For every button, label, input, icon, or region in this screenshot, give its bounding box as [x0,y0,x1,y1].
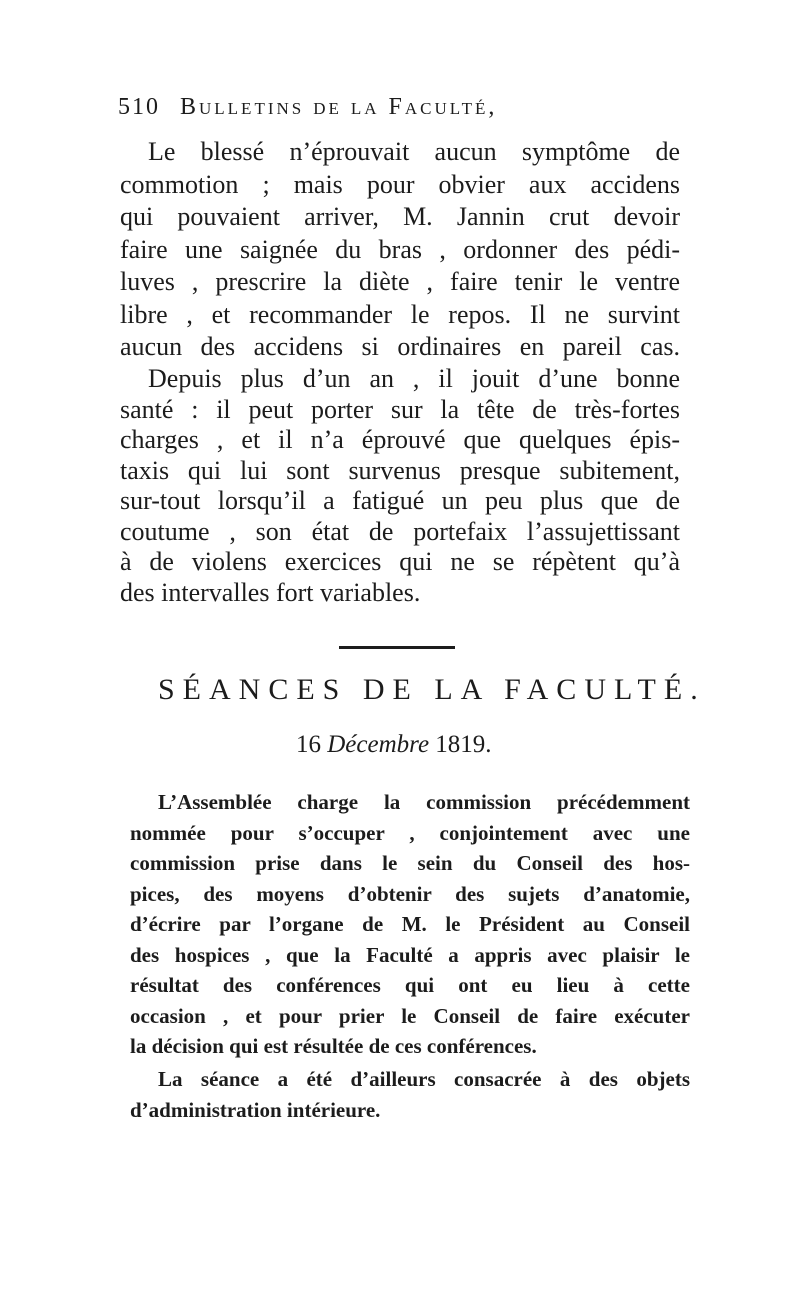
text-line: commission prise dans le sein du Conseil des hos- [130,851,690,875]
text-line: la décision qui est résultée de ces conférences. [130,1034,537,1058]
text-line: commotion ; mais pour obvier aux accidens [120,169,680,199]
text-line: des hospices , que la Faculté a appris avec plaisir le [130,942,690,967]
date-year: 1819. [435,731,492,758]
paragraph-depuis [120,364,680,608]
text-line: occasion , et pour prier le Conseil de faire exécuter [130,1003,690,1028]
text-line: aucun des accidens si ordinaires en pareil cas. [120,332,680,361]
minutes-seance [130,1064,690,1125]
text-line: Le blessé n’éprouvait aucun symptôme de [148,137,680,166]
paragraph-blesse [120,136,680,364]
date-month: Décembre [327,731,430,758]
text-line: charges , et il n’a éprouvé que quelques épis- [120,425,680,454]
text-line: luves , prescrire la diète , faire tenir le ventre [120,267,680,296]
text-line: résultat des conférences qui ont eu lieu à cette [130,973,690,997]
text-line: qui pouvaient arriver, M. Jannin crut devoir [120,202,680,231]
text-line: La séance a été d’ailleurs consacrée à des objets [158,1067,690,1091]
date-day: 16 [296,731,321,758]
text-line: nommée pour s’occuper , conjointement avec une [130,820,690,845]
text-line: pices, des moyens d’obtenir des sujets d’anatomie, [130,881,690,906]
text-line: des intervalles fort variables. [120,577,421,607]
text-line: d’administration intérieure. [130,1097,381,1122]
text-line: coutume , son état de portefaix l’assujettissant [120,516,680,546]
section-title: SÉANCES DE LA FACULTÉ. [158,673,706,706]
text-line: santé : il peut porter sur la tête de très-fortes [120,394,680,424]
session-date [296,731,536,759]
text-line: L’Assemblée charge la commission précédemment [158,790,690,814]
running-head-title: Bulletins de la Faculté, [180,94,498,120]
running-head [118,94,678,130]
text-line: libre , et recommander le repos. Il ne survint [120,299,680,329]
text-line: d’écrire par l’organe de M. le Président au Conseil [130,912,690,936]
text-line: faire une saignée du bras , ordonner des pédi- [120,234,680,264]
text-line: Depuis plus d’un an , il jouit d’une bonne [148,364,680,393]
text-line: à de violens exercices qui ne se répètent qu’à [120,547,680,576]
text-line: sur-tout lorsqu’il a fatigué un peu plus que de [120,486,680,515]
minutes-assemblee [130,787,690,1062]
text-line: taxis qui lui sont survenus presque subitement, [120,455,680,485]
section-divider [339,646,455,649]
page-number: 510 [118,94,160,120]
